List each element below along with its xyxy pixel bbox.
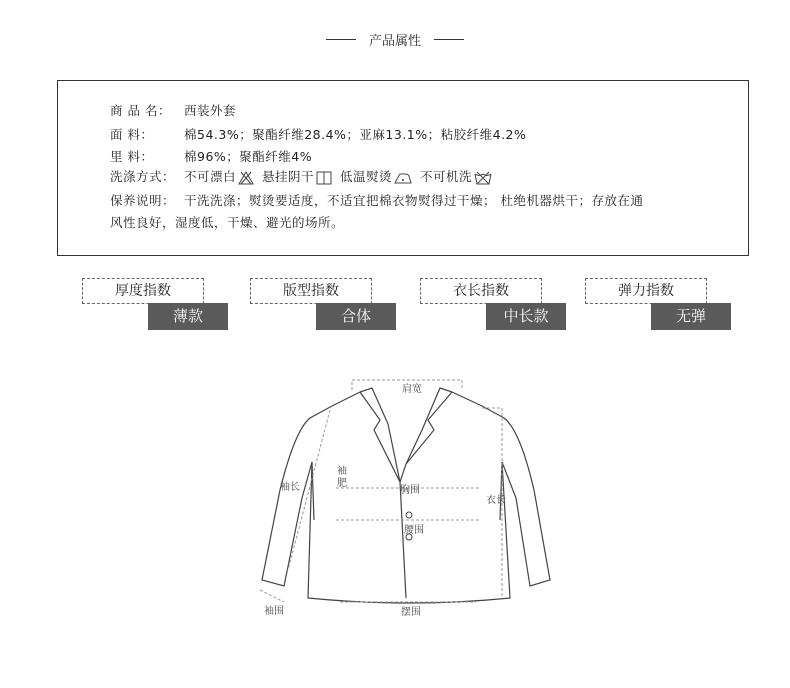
fit-index-label: 版型指数 bbox=[250, 278, 372, 304]
name-value: 西装外套 bbox=[184, 103, 237, 118]
section-title: 产品属性 bbox=[368, 34, 421, 49]
name-row bbox=[110, 101, 236, 119]
section-header bbox=[0, 30, 790, 50]
product-info-box bbox=[57, 80, 749, 256]
wash-item-low-iron: 低温熨烫 bbox=[340, 169, 393, 184]
care-line-1: 干洗洗涤；熨烫要适度，不适宜把棉衣物熨得过干燥； 杜绝机器烘干；存放在通 bbox=[184, 193, 644, 208]
no-bleach-icon bbox=[238, 171, 254, 185]
fit-index bbox=[250, 278, 400, 330]
sleeve-length-label: 袖长 bbox=[280, 482, 300, 493]
header-right-rule bbox=[434, 39, 464, 40]
fabric-value: 棉54.3%；聚酯纤维28.4%；亚麻13.1%；粘胶纤维4.2% bbox=[184, 127, 527, 142]
length-index-label: 衣长指数 bbox=[420, 278, 542, 304]
care-line-2: 风性良好，湿度低，干燥、避光的场所。 bbox=[110, 215, 345, 230]
stretch-index-label: 弹力指数 bbox=[585, 278, 707, 304]
wash-item-no-bleach: 不可漂白 bbox=[184, 169, 237, 184]
line-dry-icon bbox=[316, 171, 332, 185]
fit-index-value: 合体 bbox=[316, 303, 396, 330]
wash-row bbox=[110, 167, 500, 185]
lining-row bbox=[110, 147, 312, 165]
wash-item-line-dry: 悬挂阴干 bbox=[262, 169, 315, 184]
index-tags bbox=[0, 278, 790, 334]
chest-label: 胸围 bbox=[400, 485, 420, 496]
low-iron-icon bbox=[394, 171, 412, 185]
stretch-index bbox=[585, 278, 735, 330]
sleeve-width-label: 袖肥 bbox=[337, 466, 347, 489]
cuff-label: 袖围 bbox=[264, 606, 284, 617]
length-index bbox=[420, 278, 570, 330]
hem-label: 摆围 bbox=[401, 607, 421, 618]
measurement-diagram bbox=[240, 370, 560, 620]
name-label: 商 品 名： bbox=[110, 103, 171, 118]
wash-label: 洗涤方式： bbox=[110, 169, 176, 184]
thickness-index-value: 薄款 bbox=[148, 303, 228, 330]
lining-value: 棉96%；聚酯纤维4% bbox=[184, 149, 313, 164]
shoulder-label: 肩宽 bbox=[402, 384, 422, 395]
header-left-rule bbox=[326, 39, 356, 40]
thickness-index-label: 厚度指数 bbox=[82, 278, 204, 304]
no-machine-wash-icon bbox=[474, 171, 492, 185]
wash-item-no-machine: 不可机洗 bbox=[420, 169, 473, 184]
care-row bbox=[110, 191, 643, 209]
stretch-index-value: 无弹 bbox=[651, 303, 731, 330]
length-label: 衣长 bbox=[486, 495, 506, 506]
waist-label: 腰围 bbox=[404, 525, 424, 536]
length-index-value: 中长款 bbox=[486, 303, 566, 330]
care-label: 保养说明： bbox=[110, 193, 176, 208]
lining-label: 里 料： bbox=[110, 149, 154, 164]
thickness-index bbox=[82, 278, 232, 330]
fabric-row bbox=[110, 125, 526, 143]
fabric-label: 面 料： bbox=[110, 127, 154, 142]
care-row-2 bbox=[110, 213, 344, 231]
